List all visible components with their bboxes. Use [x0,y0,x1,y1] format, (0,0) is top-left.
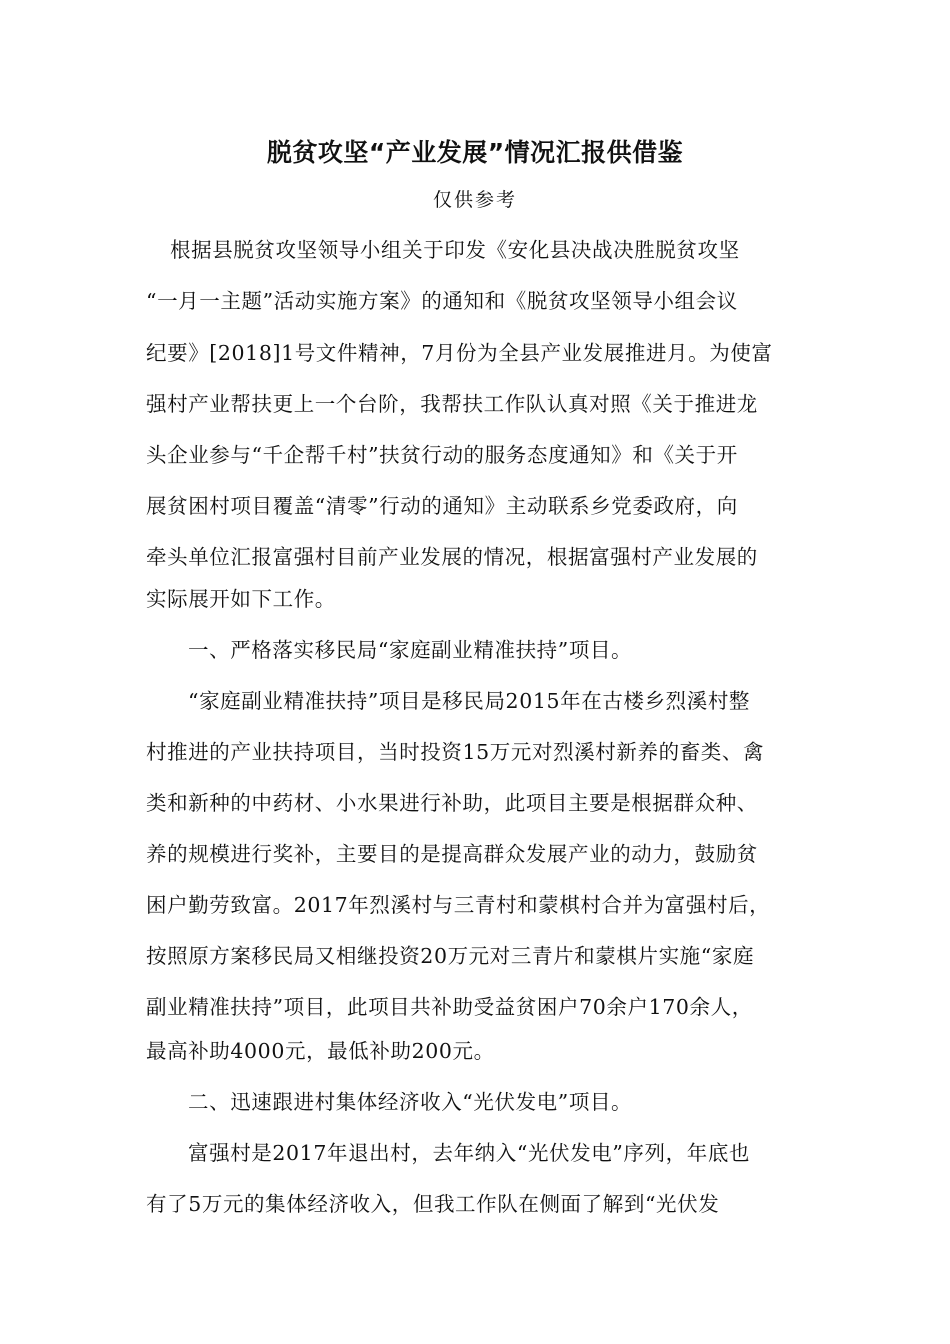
paragraph-2-line-3: 类和新种的中药材、小水果进行补助，此项目主要是根据群众种、 [146,791,758,815]
paragraph-1-line-1: 根据县脱贫攻坚领导小组关于印发《安化县决战决胜脱贫攻坚 [170,238,740,262]
paragraph-2-line-8: 最高补助4000元，最低补助200元。 [146,1039,495,1063]
section-heading-2: 二、迅速跟进村集体经济收入“光伏发电”项目。 [188,1090,633,1114]
paragraph-1-line-3: 纪要》[2018]1号文件精神，7月份为全县产业发展推进月。为使富 [146,341,773,365]
paragraph-1-line-2: “一月一主题”活动实施方案》的通知和《脱贫攻坚领导小组会议 [146,289,738,313]
document-title: 脱贫攻坚“产业发展”情况汇报供借鉴 [266,138,684,167]
paragraph-2-line-6: 按照原方案移民局又相继投资20万元对三青片和蒙棋片实施“家庭 [146,944,755,968]
paragraph-2-line-4: 养的规模进行奖补，主要目的是提高群众发展产业的动力，鼓励贫 [146,842,758,866]
paragraph-2-line-5: 困户勤劳致富。2017年烈溪村与三青村和蒙棋村合并为富强村后， [146,893,771,917]
paragraph-2-line-2: 村推进的产业扶持项目，当时投资15万元对烈溪村新养的畜类、禽 [146,740,765,764]
paragraph-1-line-8: 实际展开如下工作。 [146,587,336,611]
paragraph-2-line-1: “家庭副业精准扶持”项目是移民局2015年在古楼乡烈溪村整 [188,689,751,713]
paragraph-3-line-2: 有了5万元的集体经济收入，但我工作队在侧面了解到“光伏发 [146,1192,720,1216]
section-heading-1: 一、严格落实移民局“家庭副业精准扶持”项目。 [188,638,633,662]
paragraph-3-line-1: 富强村是2017年退出村，去年纳入“光伏发电”序列，年底也 [188,1141,751,1165]
paragraph-1-line-6: 展贫困村项目覆盖“清零”行动的通知》主动联系乡党委政府，向 [146,494,738,518]
paragraph-2-line-7: 副业精准扶持”项目，此项目共补助受益贫困户70余户170余人， [146,995,753,1019]
paragraph-1-line-7: 牵头单位汇报富强村目前产业发展的情况，根据富强村产业发展的 [146,545,758,569]
paragraph-1-line-5: 头企业参与“千企帮千村”扶贫行动的服务态度通知》和《关于开 [146,443,738,467]
document-subtitle: 仅供参考 [432,189,517,211]
paragraph-1-line-4: 强村产业帮扶更上一个台阶，我帮扶工作队认真对照《关于推进龙 [146,392,758,416]
